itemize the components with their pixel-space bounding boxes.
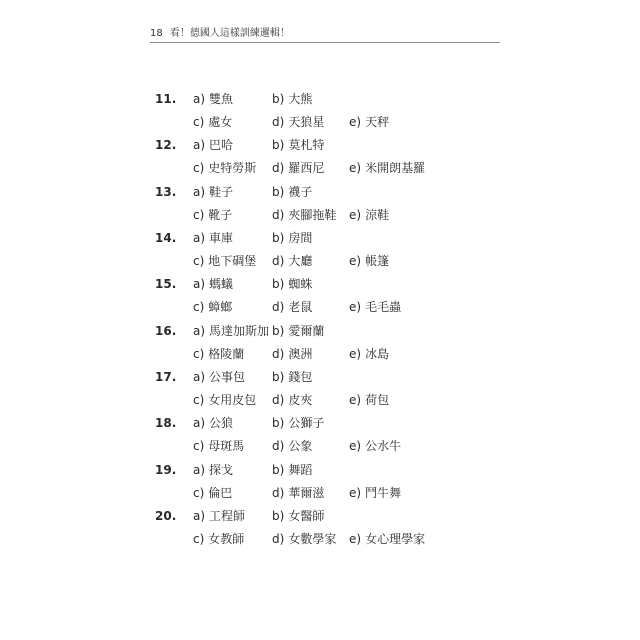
question-number: 17. <box>155 370 177 384</box>
question-item <box>0 137 640 183</box>
question-number: 15. <box>155 277 177 291</box>
option-d <box>272 392 312 408</box>
option-c <box>193 207 232 223</box>
question-item <box>0 323 640 369</box>
option-b <box>272 508 324 524</box>
option-b <box>272 276 312 292</box>
option-e <box>349 438 401 454</box>
option-letter: b) <box>272 416 285 430</box>
option-letter: e) <box>349 300 362 314</box>
question-number: 12. <box>155 138 177 152</box>
option-letter: d) <box>272 347 285 361</box>
option-text: 涼鞋 <box>365 208 390 222</box>
option-letter: e) <box>349 532 362 546</box>
option-e <box>349 160 425 176</box>
option-a <box>193 415 233 431</box>
option-text: 澳洲 <box>288 347 313 361</box>
option-text: 襪子 <box>288 185 313 199</box>
option-text: 舞蹈 <box>288 463 313 477</box>
option-text: 天狼星 <box>288 115 325 129</box>
option-b <box>272 137 324 153</box>
option-b <box>272 415 324 431</box>
option-letter: c) <box>193 393 205 407</box>
option-a <box>193 137 233 153</box>
option-letter: d) <box>272 393 285 407</box>
option-text: 鞋子 <box>209 185 234 199</box>
option-text: 女數學家 <box>288 532 337 546</box>
option-text: 地下碉堡 <box>208 254 257 268</box>
option-text: 愛爾蘭 <box>288 324 325 338</box>
option-b <box>272 230 312 246</box>
question-item <box>0 91 640 137</box>
option-text: 荷包 <box>365 393 390 407</box>
option-letter: d) <box>272 254 285 268</box>
option-d <box>272 346 312 362</box>
option-letter: e) <box>349 347 362 361</box>
question-item <box>0 230 640 276</box>
option-e <box>349 346 389 362</box>
option-letter: d) <box>272 208 285 222</box>
option-a <box>193 276 233 292</box>
question-number: 19. <box>155 463 177 477</box>
option-letter: c) <box>193 439 205 453</box>
option-text: 工程師 <box>209 509 246 523</box>
option-text: 老鼠 <box>288 300 313 314</box>
option-letter: c) <box>193 532 205 546</box>
question-item <box>0 508 640 554</box>
option-text: 帳篷 <box>365 254 390 268</box>
option-text: 探戈 <box>209 463 234 477</box>
option-d <box>272 531 336 547</box>
option-letter: c) <box>193 347 205 361</box>
option-d <box>272 438 312 454</box>
option-letter: a) <box>193 231 206 245</box>
option-e <box>349 392 389 408</box>
option-d <box>272 207 336 223</box>
option-letter: a) <box>193 324 206 338</box>
option-text: 公獅子 <box>288 416 325 430</box>
option-text: 靴子 <box>208 208 233 222</box>
option-a <box>193 184 233 200</box>
option-letter: c) <box>193 115 205 129</box>
option-d <box>272 299 312 315</box>
option-letter: d) <box>272 161 285 175</box>
option-c <box>193 160 256 176</box>
option-letter: a) <box>193 463 206 477</box>
question-item <box>0 462 640 508</box>
option-letter: a) <box>193 185 206 199</box>
option-c <box>193 531 244 547</box>
option-text: 莫札特 <box>288 138 325 152</box>
option-a <box>193 462 233 478</box>
option-letter: c) <box>193 208 205 222</box>
option-letter: b) <box>272 138 285 152</box>
option-letter: b) <box>272 509 285 523</box>
option-text: 史特勞斯 <box>208 161 257 175</box>
option-e <box>349 253 389 269</box>
option-letter: b) <box>272 231 285 245</box>
option-d <box>272 160 324 176</box>
option-letter: b) <box>272 185 285 199</box>
option-letter: a) <box>193 509 206 523</box>
question-number: 18. <box>155 416 177 430</box>
option-c <box>193 346 244 362</box>
option-text: 皮夾 <box>288 393 313 407</box>
option-e <box>349 207 389 223</box>
option-c <box>193 392 256 408</box>
option-a <box>193 369 245 385</box>
option-letter: e) <box>349 115 362 129</box>
option-text: 女用皮包 <box>208 393 257 407</box>
option-letter: d) <box>272 486 285 500</box>
option-text: 雙魚 <box>209 92 234 106</box>
question-item <box>0 369 640 415</box>
option-text: 巴哈 <box>209 138 234 152</box>
option-a <box>193 508 245 524</box>
option-text: 倫巴 <box>208 486 233 500</box>
question-number: 14. <box>155 231 177 245</box>
option-text: 公象 <box>288 439 313 453</box>
option-letter: e) <box>349 208 362 222</box>
option-text: 女醫師 <box>288 509 325 523</box>
header-rule <box>150 42 500 43</box>
question-number: 16. <box>155 324 177 338</box>
option-c <box>193 114 232 130</box>
option-letter: b) <box>272 92 285 106</box>
question-item <box>0 276 640 322</box>
option-letter: b) <box>272 463 285 477</box>
option-text: 鬥牛舞 <box>365 486 402 500</box>
option-a <box>193 230 233 246</box>
option-text: 錢包 <box>288 370 313 384</box>
option-text: 華爾滋 <box>288 486 325 500</box>
page-number: 18 <box>150 28 163 39</box>
option-text: 馬達加斯加 <box>209 324 270 338</box>
option-text: 蜘蛛 <box>288 277 313 291</box>
option-text: 米開朗基羅 <box>365 161 426 175</box>
book-title: 看！德國人這樣訓練邏輯！ <box>169 28 290 39</box>
option-letter: c) <box>193 254 205 268</box>
option-letter: a) <box>193 138 206 152</box>
option-text: 公事包 <box>209 370 246 384</box>
option-text: 女心理學家 <box>365 532 426 546</box>
option-text: 大熊 <box>288 92 313 106</box>
option-text: 房間 <box>288 231 313 245</box>
option-c <box>193 299 232 315</box>
option-e <box>349 531 425 547</box>
option-c <box>193 485 232 501</box>
option-a <box>193 323 269 339</box>
option-e <box>349 299 401 315</box>
option-letter: e) <box>349 254 362 268</box>
option-text: 格陵蘭 <box>208 347 245 361</box>
option-letter: d) <box>272 300 285 314</box>
option-text: 冰島 <box>365 347 390 361</box>
option-e <box>349 485 401 501</box>
option-text: 女教師 <box>208 532 245 546</box>
option-letter: d) <box>272 439 285 453</box>
option-text: 螞蟻 <box>209 277 234 291</box>
option-b <box>272 184 312 200</box>
page-header <box>150 27 500 41</box>
option-letter: d) <box>272 532 285 546</box>
option-b <box>272 91 312 107</box>
option-letter: b) <box>272 277 285 291</box>
question-number: 20. <box>155 509 177 523</box>
option-letter: a) <box>193 370 206 384</box>
option-text: 羅西尼 <box>288 161 325 175</box>
option-d <box>272 114 324 130</box>
option-e <box>349 114 389 130</box>
question-item <box>0 184 640 230</box>
option-letter: c) <box>193 300 205 314</box>
option-text: 公水牛 <box>365 439 402 453</box>
option-c <box>193 438 244 454</box>
option-a <box>193 91 233 107</box>
option-letter: b) <box>272 324 285 338</box>
question-item <box>0 415 640 461</box>
option-letter: b) <box>272 370 285 384</box>
option-text: 母斑馬 <box>208 439 245 453</box>
option-text: 蟑螂 <box>208 300 233 314</box>
option-c <box>193 253 256 269</box>
option-text: 毛毛蟲 <box>365 300 402 314</box>
option-b <box>272 462 312 478</box>
option-letter: e) <box>349 161 362 175</box>
option-letter: e) <box>349 439 362 453</box>
option-letter: a) <box>193 92 206 106</box>
option-text: 大廳 <box>288 254 313 268</box>
option-b <box>272 369 312 385</box>
option-letter: a) <box>193 277 206 291</box>
option-text: 處女 <box>208 115 233 129</box>
question-number: 11. <box>155 92 177 106</box>
option-text: 車庫 <box>209 231 234 245</box>
option-d <box>272 485 324 501</box>
question-number: 13. <box>155 185 177 199</box>
option-letter: d) <box>272 115 285 129</box>
option-text: 天秤 <box>365 115 390 129</box>
option-letter: a) <box>193 416 206 430</box>
option-text: 夾腳拖鞋 <box>288 208 337 222</box>
option-letter: e) <box>349 486 362 500</box>
option-letter: c) <box>193 486 205 500</box>
option-letter: c) <box>193 161 205 175</box>
option-text: 公狼 <box>209 416 234 430</box>
option-letter: e) <box>349 393 362 407</box>
option-b <box>272 323 324 339</box>
option-d <box>272 253 312 269</box>
